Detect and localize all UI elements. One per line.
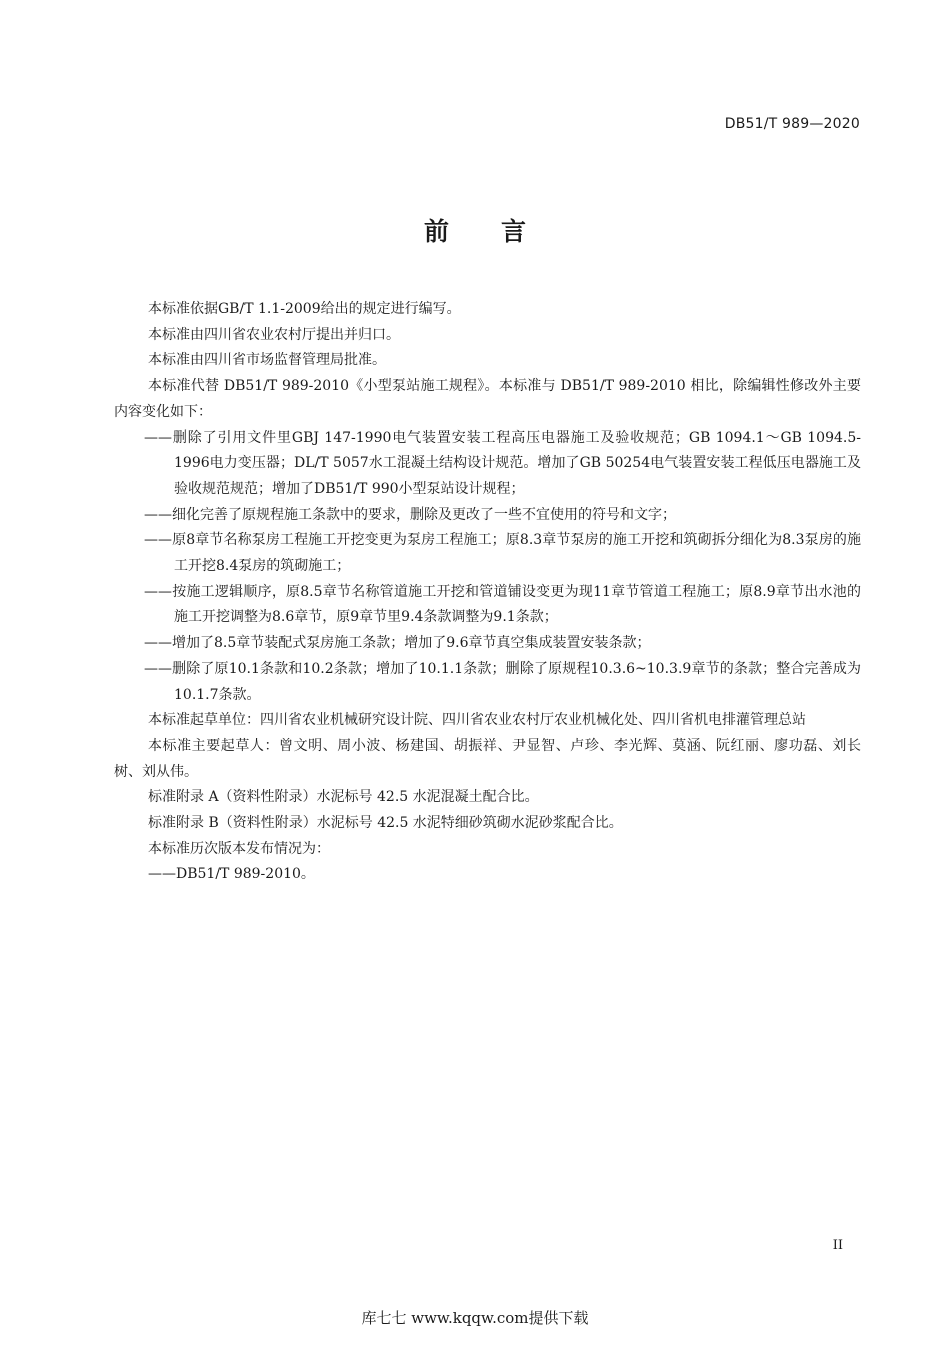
paragraph-annex-a: 标准附录 A（资料性附录）水泥标号 42.5 水泥混凝土配合比。 [148, 789, 539, 806]
paragraph-drafters: 本标准主要起草人：曾文明、周小波、杨建国、胡振祥、尹显智、卢珍、李光辉、莫涵、阮红丽、廖功磊、刘长树、刘从伟。 [114, 737, 861, 780]
paragraph-history-item: ——DB51/T 989-2010。 [148, 866, 315, 883]
paragraph-annex-b: 标准附录 B（资料性附录）水泥标号 42.5 水泥特细砂筑砌水泥砂浆配合比。 [148, 815, 623, 832]
download-footer: 库七七 www.kqqw.com提供下载 [361, 1309, 589, 1327]
change-item: ——删除了引用文件里GBJ 147-1990电气装置安装工程高压电器施工及验收规范；GB 1094.1～GB 1094.5-1996电力变压器；DL/T 5057水工混凝土结构设计规范。增加了GB 50254电气装置安装工程低压电器施工及验收规范规范；增加了DB51/T 990小型泵站设计规程； [144, 429, 861, 497]
page-number: II [832, 1238, 843, 1253]
change-item: ——原8章节名称泵房工程施工开挖变更为泵房工程施工；原8.3章节泵房的施工开挖和筑砌拆分细化为8.3泵房的施工开挖8.4泵房的筑砌施工； [144, 532, 861, 575]
change-item: ——按施工逻辑顺序，原8.5章节名称管道施工开挖和管道铺设变更为现11章节管道工程施工；原8.9章节出水池的施工开挖调整为8.6章节，原9章节里9.4条款调整为9.1条款； [144, 583, 861, 626]
paragraph-history: 本标准历次版本发布情况为： [148, 840, 330, 857]
paragraph-replacement: 本标准代替 DB51/T 989-2010《小型泵站施工规程》。本标准与 DB51/T 989-2010 相比，除编辑性修改外主要内容变化如下： [114, 378, 861, 420]
foreword-body [114, 297, 861, 888]
page-title [0, 212, 950, 248]
paragraph-drafting-units: 本标准起草单位：四川省农业机械研究设计院、四川省农业农村厅农业机械化处、四川省机电排灌管理总站 [148, 712, 806, 729]
change-item: ——增加了8.5章节装配式泵房施工条款；增加了9.6章节真空集成装置安装条款； [144, 635, 651, 652]
paragraph-basis: 本标准依据GB/T 1.1-2009给出的规定进行编写。 [148, 301, 461, 317]
change-item: ——删除了原10.1条款和10.2条款；增加了10.1.1条款；删除了原规程10.3.6~10.3.9章节的条款；整合完善成为10.1.7条款。 [144, 660, 861, 703]
document-code: DB51/T 989—2020 [724, 116, 860, 132]
page-title-char-1: 前 [423, 217, 449, 246]
paragraph-approver: 本标准由四川省市场监督管理局批准。 [148, 352, 386, 369]
page-title-char-2: 言 [501, 217, 527, 246]
paragraph-proposer: 本标准由四川省农业农村厅提出并归口。 [148, 326, 400, 343]
change-item: ——细化完善了原规程施工条款中的要求，删除及更改了一些不宜使用的符号和文字； [144, 506, 676, 523]
